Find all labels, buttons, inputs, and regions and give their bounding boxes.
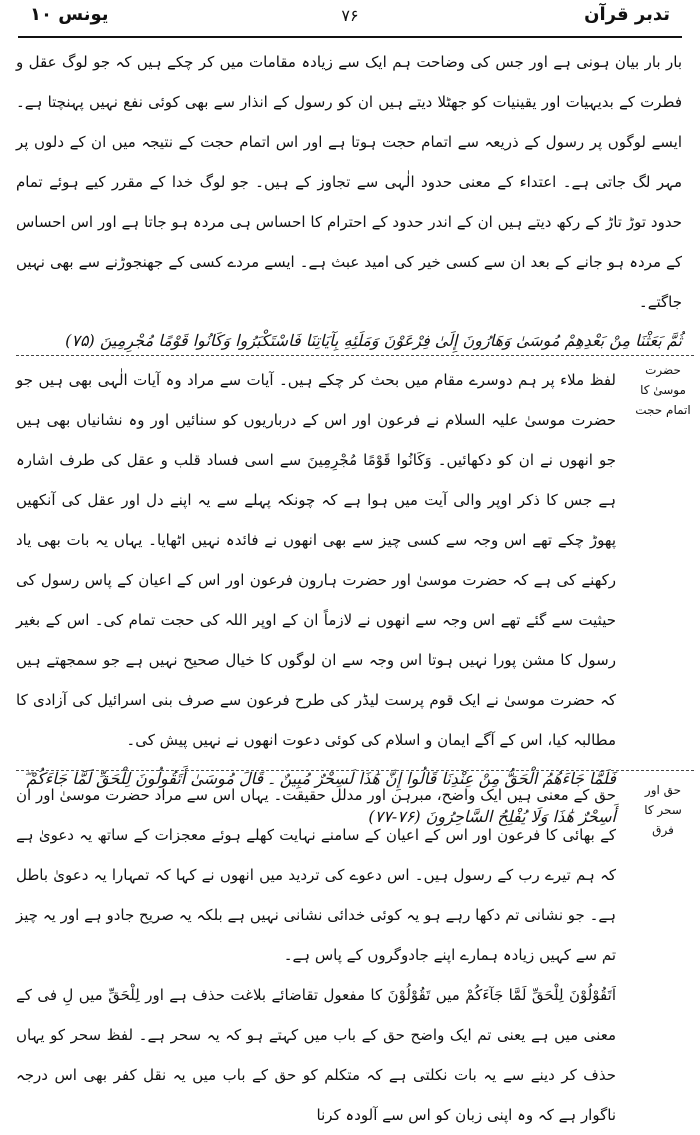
- ayah-verse: فَلَمَّا جَاءَهُمُ الْحَقُّ مِنْ عِنْدِنَا قَالُوا إِنَّ هَٰذَا لَسِحْرٌ مُبِينٌ ۔ قَالَ مُوسَىٰ أَتَقُولُونَ لِلْحَقِّ لَمَّا جَاءَكُمْ ۖ أَسِحْرٌ هَٰذَا وَلَا يُفْلِحُ السَّاحِرُونَ (۷۶-۷۷): [22, 769, 616, 826]
- section-1: [16, 42, 682, 360]
- page-number: ۷۶: [341, 6, 359, 25]
- paragraph: اَتَقُوْلُوْنَ لِلْحَقِّ لَمَّا جَآءَكُمْ میں تَقُوْلُوْنَ کا مفعول تقاضائے بلاغت حذف ہے اور لِلْحَقِّ میں لِ فی کے معنی میں ہے یعنی تم ایک واضح حق کے باب میں کہتے ہو کہ یہ سحر ہے۔ لفظ سحر کو یہاں حذف کر دینے سے یہ بات نکلتی ہے کہ متکلم کو حق کے باب میں یہ نقل کفر بھی اس درجہ ناگوار ہے کہ وہ اپنی زبان کو اس سے آلودہ کرنا: [16, 986, 616, 1124]
- page-header: [30, 4, 670, 34]
- paragraph: حق کے معنی ہیں ایک واضح، مبرہن اور مدلل حقیقت۔ یہاں اس سے مراد حضرت موسیٰ اور ان کے بھائی کا فرعون اور اس کے اعیان کے سامنے نہایت کھلے ہوئے معجزات کے ساتھ یہ دعویٰ ہے کہ ہم تیرے رب کے رسول ہیں۔ اس دعوے کی تردید میں انھوں نے کہا کہ تمہارا یہ دعویٰ باطل ہے۔ جو نشانی تم دکھا رہے ہو یہ کوئی خدائی نشانی نہیں ہے بلکہ یہ صریح جادو ہے اور یہ چیز تم سے کہیں زیادہ ہمارے اپنے جادوگروں کے پاس ہے۔: [16, 786, 616, 964]
- margin-note-musa: حضرت موسیٰ کا اتمام حجت: [635, 363, 691, 417]
- surah-name: یونس ۱۰: [30, 4, 109, 25]
- paragraph: بار بار بیان ہونی ہے اور جس کی وضاحت ہم ایک سے زیادہ مقامات میں کر چکے ہیں کہ جو لوگ عقل و فطرت کے بدیہیات اور یقینیات کو جھٹلا دیتے ہیں ان کو رسول کے انذار سے بھی کوئی نفع نہیں پہنچتا ہے۔ ایسے لوگوں پر رسول کے ذریعہ سے اتمام حجت ہوتا ہے اور اس اتمام حجت کے نتیجہ میں ان کے دلوں پر مہر لگ جاتی ہے۔ اعتداء کے معنی حدود الٰہی سے تجاوز کے ہیں۔ جو لوگ خدا کے مقرر کیے ہوئے تمام حدود توڑ تاڑ کے رکھ دیتے ہیں ان کے اندر حدود کے احترام کا احساس ہی مردہ ہو جاتا ہے اور اس احساس کے مردہ ہو جانے کے بعد ان سے کسی خیر کی امید عبث ہے۔ ایسے مردے کسی کے جھنجوڑنے سے بھی نہیں جاگتے۔: [16, 53, 682, 311]
- book-title: تدبر قرآن: [584, 4, 670, 25]
- paragraph: لفظ ملاء پر ہم دوسرے مقام میں بحث کر چکے ہیں۔ آیات سے مراد وہ آیات الٰہی بھی ہیں جو حضرت موسیٰ علیہ السلام نے فرعون اور اس کے درباریوں کو سنائیں اور وہ نشانیاں بھی ہیں جو انھوں نے ان کو دکھائیں۔ وَكَانُوا قَوْمًا مُجْرِمِينَ سے اسی فساد قلب و عقل کی طرف اشارہ ہے جس کا ذکر اوپر والی آیت میں ہوا ہے کہ چونکہ پہلے سے یہ اپنے دل اور عقل کی آنکھیں پھوڑ چکے تھے اس وجہ سے کسی چیز سے بھی انھوں نے فائدہ نہیں اٹھایا۔ یہاں یہ بات بھی یاد رکھنے کی ہے کہ حضرت موسیٰ اور حضرت ہارون فرعون اور اس کے اعیان کے پاس رسول کی حیثیت سے گئے تھے اس وجہ سے انھوں نے لازماً ان کے اوپر اللہ کی حجت تمام کی۔ اس کے بغیر رسول کا مشن پورا نہیں ہوتا اس وجہ سے ان لوگوں کا خیال صحیح نہیں ہے جو سمجھتے ہیں کہ حضرت موسیٰ نے ایک قوم پرست لیڈر کی طرح فرعون سے صرف بنی اسرائیل کی آزادی کا مطالبہ کیا، اس کے آگے ایمان و اسلام کی کوئی دعوت انھوں نے نہیں پیش کی۔: [16, 371, 616, 749]
- header-rule: [18, 36, 682, 38]
- section-divider: [16, 355, 694, 356]
- section-3: [16, 775, 616, 1124]
- margin-note-haq-sehr: حق اور سحر کا فرق: [644, 783, 682, 837]
- ayah-verse: ثُمَّ بَعَثْنَا مِنْ بَعْدِهِمْ مُوسَىٰ وَهَارُونَ إِلَىٰ فِرْعَوْنَ وَمَلَئِهِ بِآيَاتِنَا فَاسْتَكْبَرُوا وَكَانُوا قَوْمًا مُجْرِمِينَ (۷۵): [65, 331, 682, 350]
- section-divider: [16, 770, 694, 771]
- section-2: [16, 360, 616, 836]
